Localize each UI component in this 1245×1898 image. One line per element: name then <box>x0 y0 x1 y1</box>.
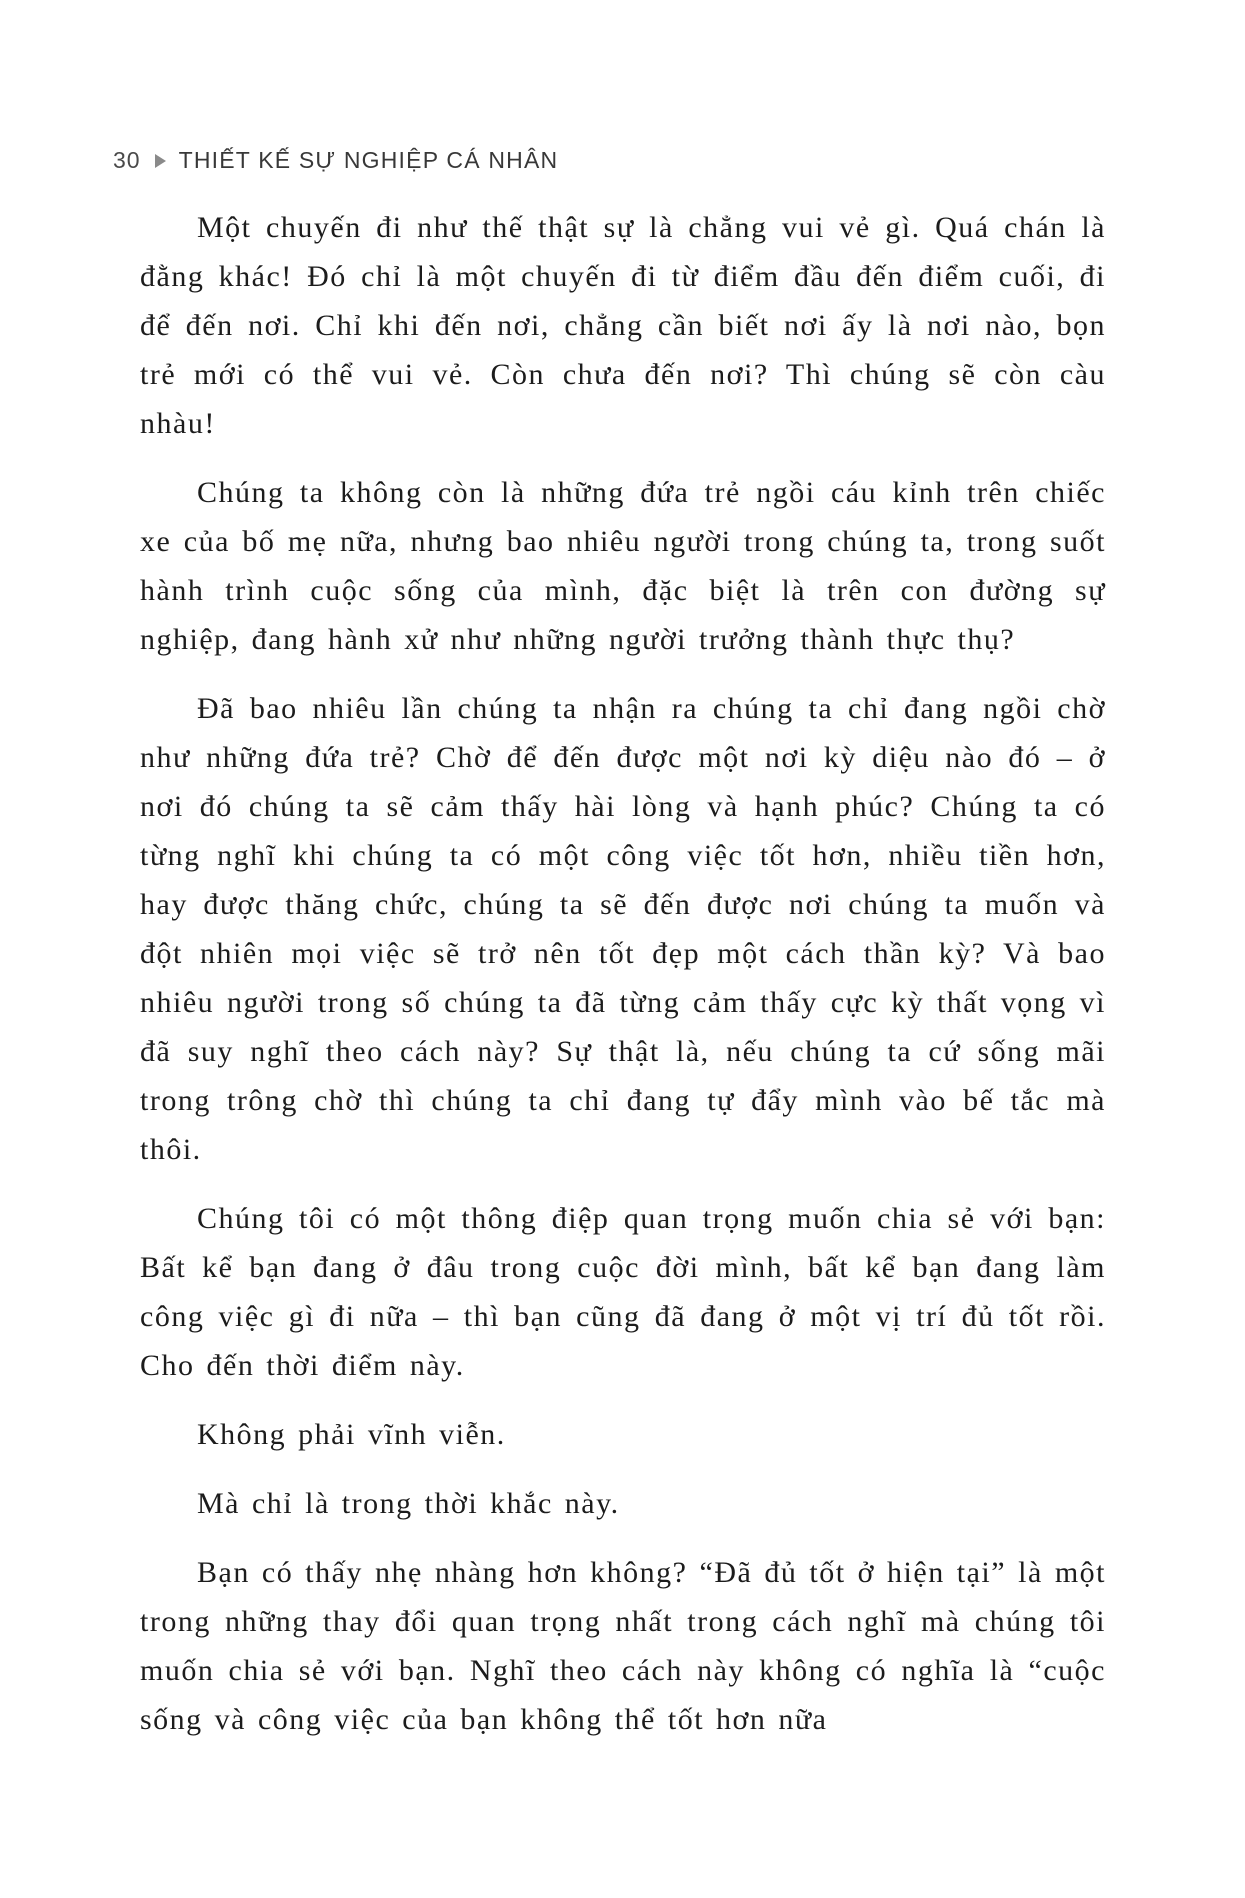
paragraph: Đã bao nhiêu lần chúng ta nhận ra chúng ta chỉ đang ngồi chờ như những đứa trẻ? Chờ để đến được một nơi kỳ diệu nào đó – ở nơi đó chúng ta sẽ cảm thấy hài lòng và hạnh phúc? Chúng ta có từng nghĩ khi chúng ta có một công việc tốt hơn, nhiều tiền hơn, hay được thăng chức, chúng ta sẽ đến được nơi chúng ta muốn và đột nhiên mọi việc sẽ trở nên tốt đẹp một cách thần kỳ? Và bao nhiêu người trong số chúng ta đã từng cảm thấy cực kỳ thất vọng vì đã suy nghĩ theo cách này? Sự thật là, nếu chúng ta cứ sống mãi trong trông chờ thì chúng ta chỉ đang tự đẩy mình vào bế tắc mà thôi. <box>140 692 1106 1166</box>
paragraph: Chúng ta không còn là những đứa trẻ ngồi cáu kỉnh trên chiếc xe của bố mẹ nữa, nhưng bao nhiêu người trong chúng ta, trong suốt hành trình cuộc sống của mình, đặc biệt là trên con đường sự nghiệp, đang hành xử như những người trưởng thành thực thụ? <box>140 476 1106 656</box>
paragraph: Không phải vĩnh viễn. <box>197 1418 506 1451</box>
page-number: 30 <box>113 147 141 173</box>
paragraph: Chúng tôi có một thông điệp quan trọng muốn chia sẻ với bạn: Bất kể bạn đang ở đâu trong cuộc đời mình, bất kể bạn đang làm công việc gì đi nữa – thì bạn cũng đã đang ở một vị trí đủ tốt rồi. Cho đến thời điểm này. <box>140 1202 1106 1382</box>
running-header-title: THIẾT KẾ SỰ NGHIỆP CÁ NHÂN <box>178 147 559 173</box>
page-body <box>140 203 1106 1764</box>
triangle-right-icon <box>155 154 166 168</box>
paragraph: Một chuyến đi như thế thật sự là chẳng vui vẻ gì. Quá chán là đằng khác! Đó chỉ là một chuyến đi từ điểm đầu đến điểm cuối, đi để đến nơi. Chỉ khi đến nơi, chẳng cần biết nơi ấy là nơi nào, bọn trẻ mới có thể vui vẻ. Còn chưa đến nơi? Thì chúng sẽ còn càu nhàu! <box>140 211 1106 440</box>
paragraph: Bạn có thấy nhẹ nhàng hơn không? “Đã đủ tốt ở hiện tại” là một trong những thay đổi quan trọng nhất trong cách nghĩ mà chúng tôi muốn chia sẻ với bạn. Nghĩ theo cách này không có nghĩa là “cuộc sống và công việc của bạn không thể tốt hơn nữa <box>140 1556 1106 1736</box>
running-header <box>113 147 558 174</box>
paragraph: Mà chỉ là trong thời khắc này. <box>197 1487 620 1520</box>
